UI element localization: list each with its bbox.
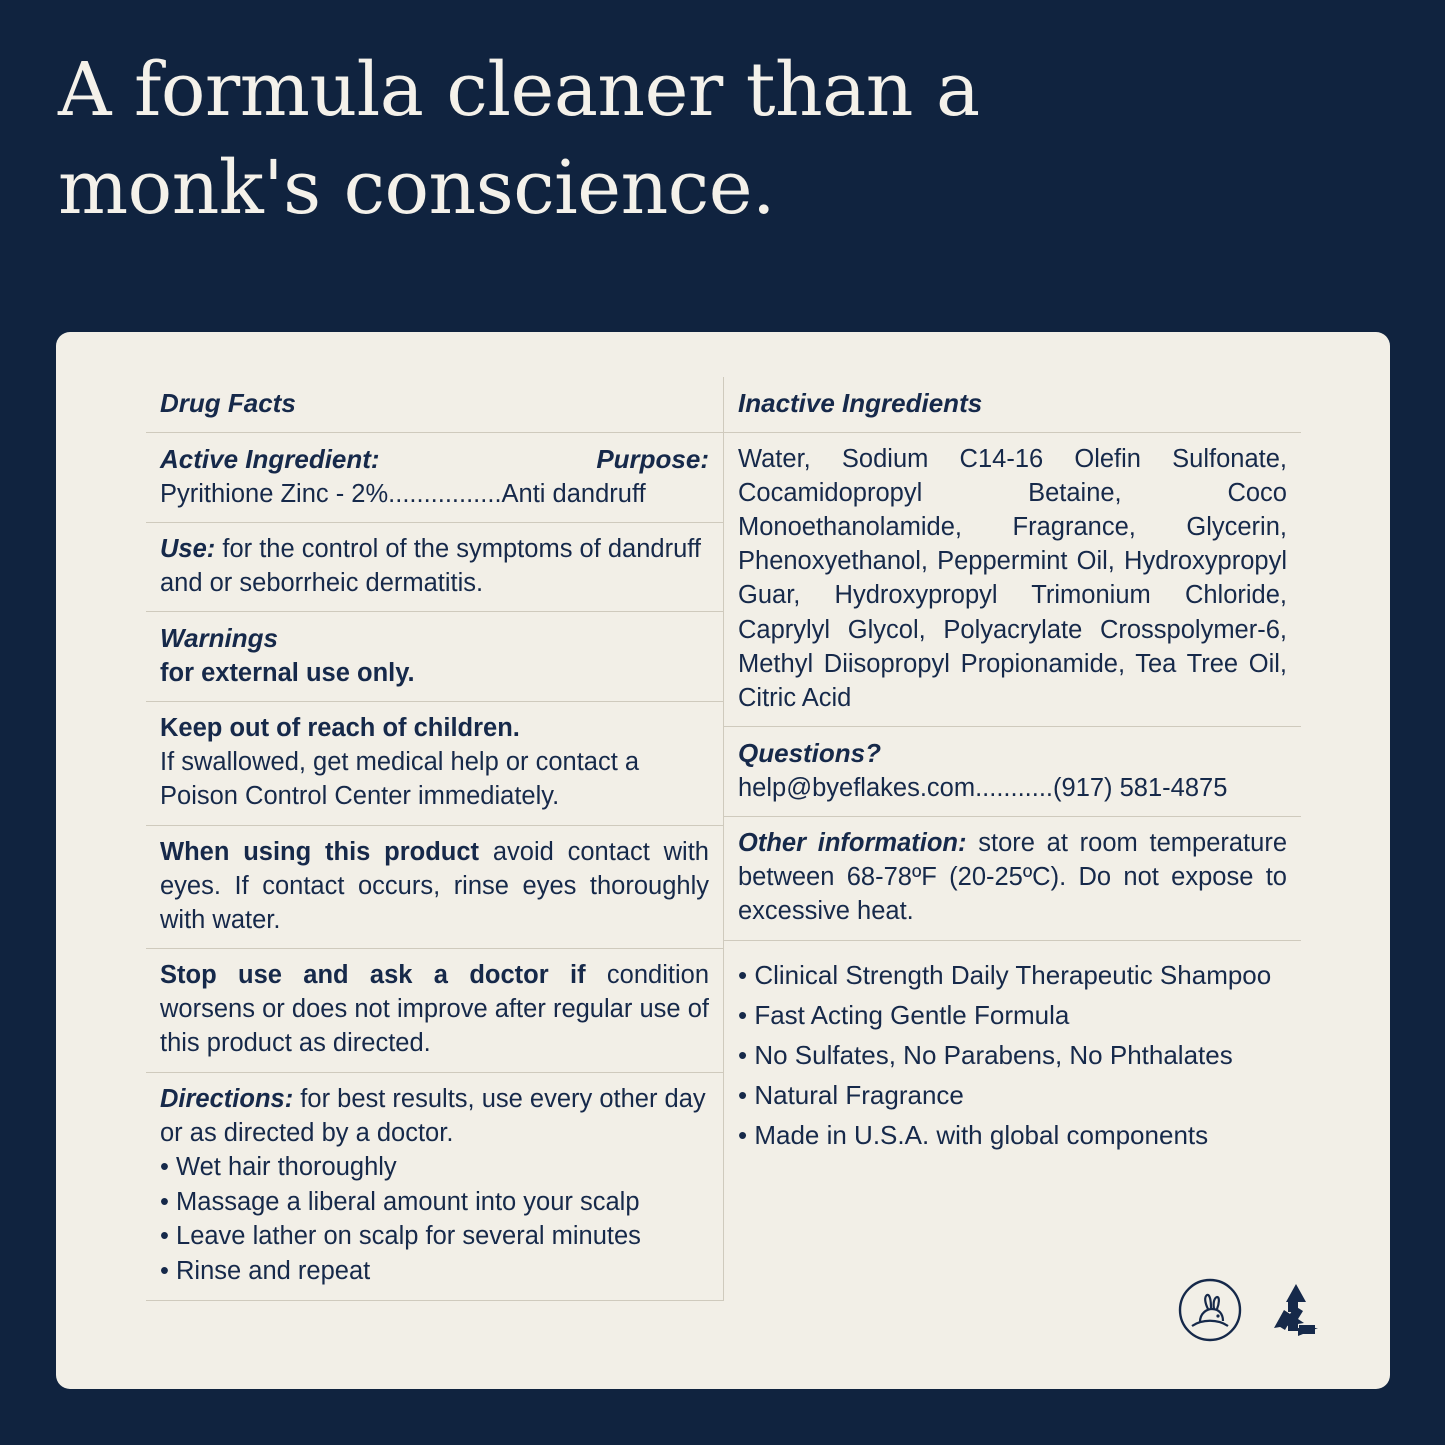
drug-facts-card	[56, 332, 1390, 1389]
drug-facts-columns	[146, 377, 1301, 1301]
when-using-section	[146, 826, 723, 949]
drug-facts-title: Drug Facts	[160, 388, 296, 418]
directions-section	[146, 1073, 723, 1301]
active-ingredient-label: Active Ingredient:	[160, 443, 380, 474]
questions-title: Questions?	[738, 738, 882, 769]
drug-facts-column	[146, 377, 724, 1301]
inactive-ingredients-section	[724, 433, 1301, 727]
feature-list	[724, 941, 1301, 1165]
stop-use-label: Stop use and ask a doctor if	[160, 961, 586, 990]
keep-out-text: If swallowed, get medical help or contact a Poison Control Center immediately.	[160, 748, 640, 811]
directions-steps-list	[160, 1150, 709, 1289]
other-information-section	[724, 817, 1301, 940]
cruelty-free-rabbit-icon	[1178, 1278, 1242, 1347]
use-text: for the control of the symptoms of dandruff and or seborrheic dermatitis.	[160, 534, 701, 597]
active-ingredient-value: Pyrithione Zinc - 2%................Anti dandruff	[160, 479, 646, 508]
list-item: • Rinse and repeat	[160, 1254, 709, 1289]
stop-use-text: condition worsens or does not improve after regular use of this product as directed.	[160, 961, 709, 1058]
list-item: • Wet hair thoroughly	[160, 1150, 709, 1185]
directions-label: Directions:	[160, 1084, 294, 1113]
page-headline: A formula cleaner than a monk's conscience.	[58, 47, 980, 231]
warnings-section	[146, 612, 723, 702]
use-label: Use:	[160, 534, 216, 563]
when-using-label: When using this product	[160, 837, 480, 866]
stop-use-section	[146, 949, 723, 1072]
list-item: • Natural Fragrance	[738, 1075, 1287, 1115]
list-item: • Leave lather on scalp for several minutes	[160, 1219, 709, 1254]
list-item: • No Sulfates, No Parabens, No Phthalates	[738, 1035, 1287, 1075]
purpose-label: Purpose:	[596, 443, 709, 474]
directions-text: for best results, use every other day or as directed by a doctor.	[160, 1084, 706, 1147]
drug-facts-title-section	[146, 377, 723, 433]
use-section	[146, 523, 723, 612]
list-item: • Clinical Strength Daily Therapeutic Shampoo	[738, 955, 1287, 995]
other-information-label: Other information:	[738, 829, 967, 858]
list-item: • Fast Acting Gentle Formula	[738, 995, 1287, 1035]
inactive-ingredients-title: Inactive Ingredients	[738, 388, 983, 418]
list-item: • Massage a liberal amount into your scalp	[160, 1185, 709, 1220]
active-ingredient-section	[146, 433, 723, 523]
keep-out-title: Keep out of reach of children.	[160, 714, 520, 743]
when-using-text: avoid contact with eyes. If contact occurs, rinse eyes thoroughly with water.	[160, 837, 709, 934]
inactive-title-section	[724, 377, 1301, 433]
other-information-text: store at room temperature between 68-78ºF (20-25ºC). Do not expose to excessive heat.	[738, 829, 1287, 926]
questions-contact[interactable]: help@byeflakes.com...........(917) 581-4875	[738, 773, 1228, 802]
list-item: • Made in U.S.A. with global components	[738, 1115, 1287, 1155]
questions-section	[724, 727, 1301, 817]
inactive-column	[724, 377, 1301, 1301]
certification-icons	[1178, 1278, 1328, 1347]
keep-out-section	[146, 702, 723, 825]
warnings-title: Warnings	[160, 623, 278, 654]
recycle-icon	[1264, 1278, 1328, 1347]
inactive-ingredients-text: Water, Sodium C14-16 Olefin Sulfonate, Cocamidopropyl Betaine, Coco Monoethanolamide, Fragrance, Glycerin, Phenoxyethanol, Peppermint Oil, Hydroxypropyl Guar, Hydroxypropyl Trimonium Chloride, Caprylyl Glycol, Polyacrylate Crosspolymer-6, Methyl Diisopropyl Propionamide, Tea Tree Oil, Citric Acid	[738, 444, 1287, 712]
active-ingredient-header-row	[160, 442, 709, 477]
warnings-text: for external use only.	[160, 658, 415, 687]
